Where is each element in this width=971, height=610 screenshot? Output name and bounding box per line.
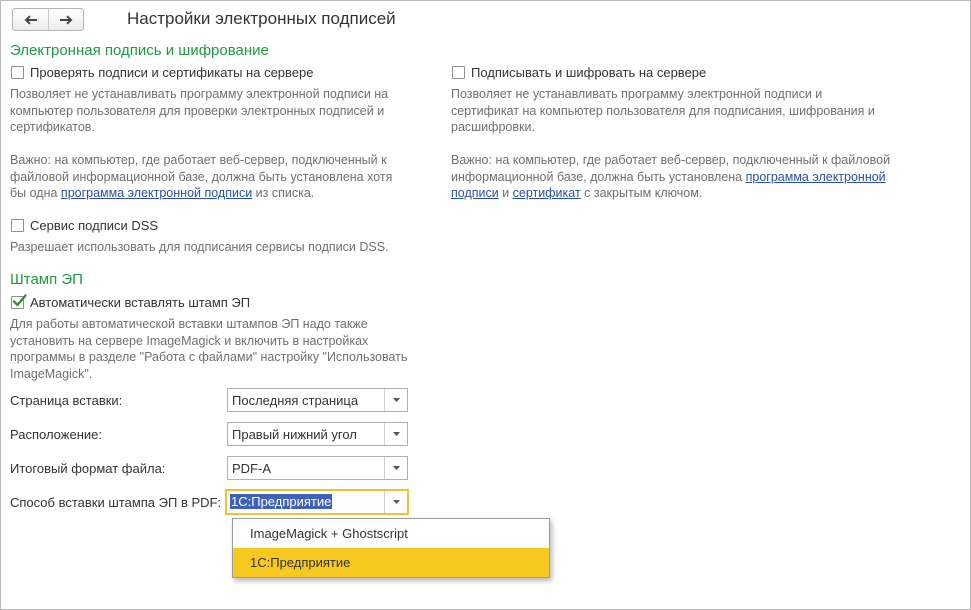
check-on-server-warning <box>10 152 410 202</box>
checkbox-box[interactable] <box>11 66 24 79</box>
chevron-down-icon <box>393 466 400 470</box>
auto-insert-stamp-checkbox[interactable] <box>11 295 250 310</box>
dss-hint: Разрешает использовать для подписания сервисы подписи DSS. <box>10 240 389 254</box>
chevron-down-icon <box>393 398 400 402</box>
warning-text: Важно: на компьютер, где работает веб-сервер, подключенный к файловой информационной базе, должна быть установлена хотя бы одна <box>10 153 393 200</box>
page-field-label: Страница вставки: <box>10 393 123 408</box>
page-title: Настройки электронных подписей <box>127 9 396 28</box>
dss-checkbox[interactable] <box>11 218 158 233</box>
selected-text[interactable]: 1С:Предприятие <box>231 494 332 509</box>
check-on-server-label: Проверять подписи и сертификаты на сервере <box>30 65 314 80</box>
dropdown-option-1c[interactable]: 1С:Предприятие <box>233 548 549 577</box>
sign-on-server-checkbox[interactable] <box>452 65 706 80</box>
checkmark-icon <box>12 293 28 309</box>
forward-button[interactable] <box>48 9 83 30</box>
arrow-left-icon <box>24 15 38 25</box>
warning-text: Важно: на компьютер, где работает веб-сервер, подключенный к файловой информационной базе, должна быть установлена <box>451 153 891 184</box>
page-select[interactable] <box>227 388 408 412</box>
arrow-right-icon <box>59 15 73 25</box>
sign-on-server-label: Подписывать и шифровать на сервере <box>471 65 707 80</box>
sign-on-server-warning <box>451 152 891 202</box>
signature-program-link[interactable]: программа электронной подписи <box>451 169 886 200</box>
format-field-label: Итоговый формат файла: <box>10 461 166 476</box>
method-dropdown-list <box>232 518 550 578</box>
certificate-link[interactable]: сертификат <box>512 186 581 200</box>
checkbox-box[interactable] <box>452 66 465 79</box>
position-select-dropdown-button[interactable] <box>384 423 407 445</box>
format-select-value[interactable]: PDF-A <box>232 461 271 476</box>
back-button[interactable] <box>13 9 48 30</box>
page-select-value[interactable]: Последняя страница <box>232 393 359 408</box>
check-on-server-checkbox[interactable] <box>11 65 313 80</box>
section-title-signature: Электронная подпись и шифрование <box>10 42 269 59</box>
sign-on-server-hint: Позволяет не устанавливать программу электронной подписи и сертификат на компьютер пользователя для подписания, шифрования и расшифровки. <box>451 87 875 134</box>
method-field-label: Способ вставки штампа ЭП в PDF: <box>10 495 222 510</box>
dropdown-option-imagemagick[interactable]: ImageMagick + Ghostscript <box>250 526 408 541</box>
checkbox-box[interactable] <box>11 219 24 232</box>
page-select-dropdown-button[interactable] <box>384 389 407 411</box>
checkbox-box[interactable] <box>11 296 24 309</box>
check-on-server-hint: Позволяет не устанавливать программу электронной подписи на компьютер пользователя для проверки электронных подписей и сертификатов. <box>10 87 389 134</box>
position-field-label: Расположение: <box>10 427 102 442</box>
auto-insert-stamp-hint: Для работы автоматической вставки штампов ЭП надо также установить на сервере ImageMagick и включить в настройках программы в разделе "Работа с файлами" настройку "Использовать ImageMagick". <box>10 317 408 381</box>
warning-text-and: и <box>498 186 513 200</box>
navigation-buttons <box>12 8 84 31</box>
section-title-stamp: Штамп ЭП <box>10 271 83 288</box>
dss-label: Сервис подписи DSS <box>30 218 159 233</box>
format-select[interactable] <box>227 456 408 480</box>
auto-insert-stamp-label: Автоматически вставлять штамп ЭП <box>30 295 251 310</box>
format-select-dropdown-button[interactable] <box>384 457 407 479</box>
method-select-dropdown-button[interactable] <box>384 491 407 513</box>
method-select-value[interactable] <box>227 491 384 513</box>
warning-text-end: из списка. <box>252 186 315 200</box>
position-select-value[interactable]: Правый нижний угол <box>232 427 357 442</box>
signature-program-link[interactable]: программа электронной подписи <box>60 186 253 200</box>
method-select[interactable] <box>225 489 409 515</box>
chevron-down-icon <box>393 500 400 504</box>
warning-text-end: с закрытым ключом. <box>580 186 703 200</box>
position-select[interactable] <box>227 422 408 446</box>
chevron-down-icon <box>393 432 400 436</box>
